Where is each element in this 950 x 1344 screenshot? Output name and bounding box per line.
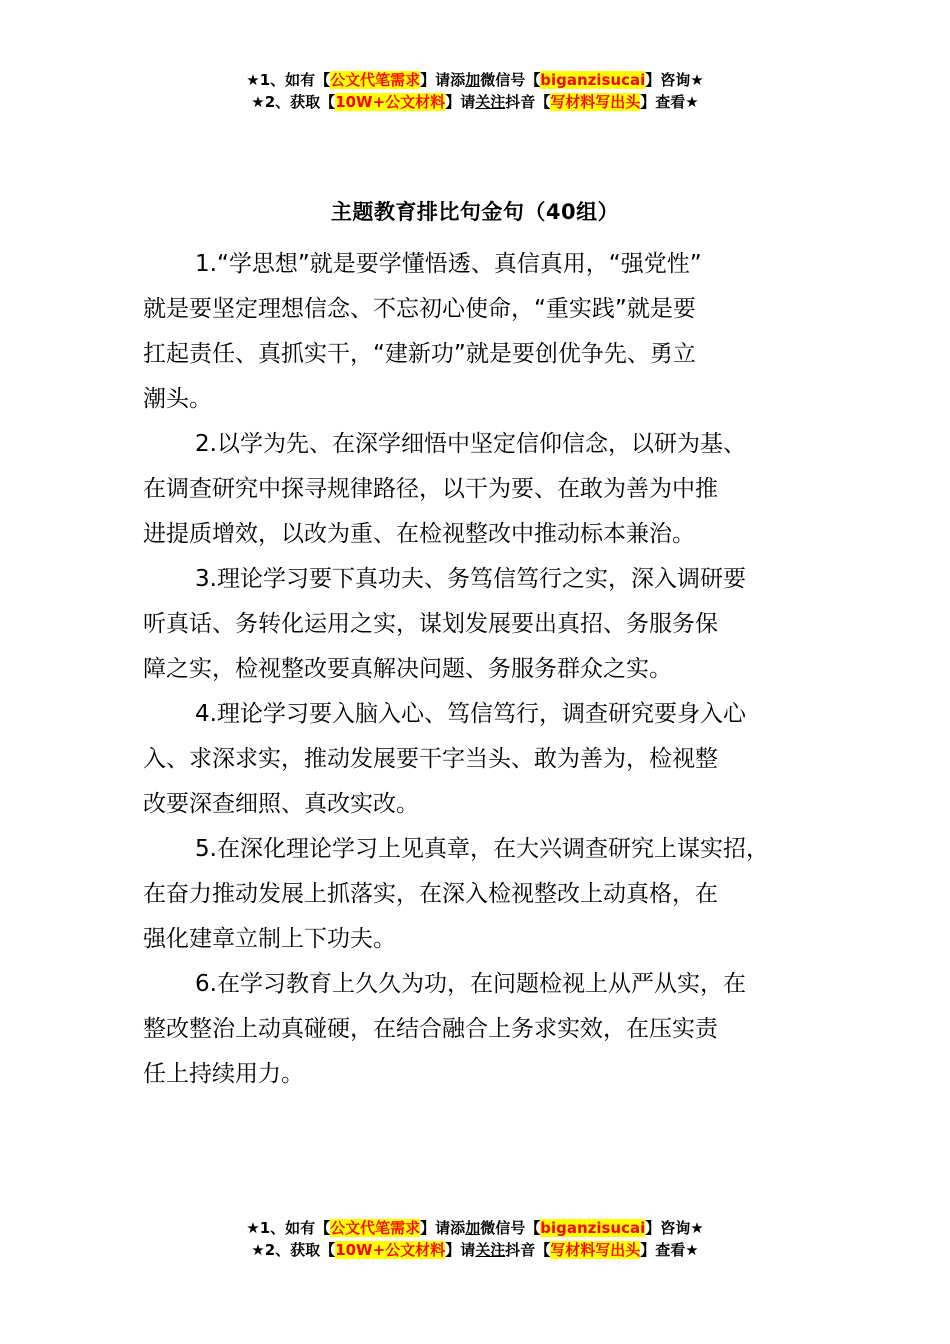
banner-text: 】查看★	[640, 1241, 699, 1259]
banner-line-1	[0, 69, 950, 91]
banner-highlight: 10W+公文材料	[335, 93, 446, 111]
banner-line-1	[0, 1217, 950, 1239]
banner-underlined-text: 关注	[475, 93, 506, 111]
banner-highlight: 10W+公文材料	[335, 1241, 446, 1259]
banner-underlined-text: 加	[465, 71, 481, 89]
banner-text: ★2、获取【	[251, 93, 336, 111]
banner-text: 】咨询★	[645, 1219, 704, 1237]
banner-underlined-text: 加	[465, 1219, 481, 1237]
banner-line-2	[0, 91, 950, 113]
banner-text: ★1、如有【	[246, 1219, 331, 1237]
banner-highlight: 写材料写出头	[550, 93, 641, 111]
paragraph-4: 4.理论学习要入脑入心、笃信笃行，调查研究要身入心 入、求深求实，推动发展要干字当头、敢为善为，检视整 改要深查细照、真改实改。	[143, 701, 746, 817]
banner-line-2	[0, 1239, 950, 1261]
banner-text: 微信号【	[480, 71, 541, 89]
banner-text: 】请	[445, 93, 476, 111]
banner-highlight: 写材料写出头	[550, 1241, 641, 1259]
banner-highlight: biganzisucai	[540, 1219, 646, 1237]
document-body	[143, 242, 833, 1097]
paragraph-6: 6.在学习教育上久久为功，在问题检视上从严从实，在 整改整治上动真碰硬，在结合融合上务求实效，在压实责 任上持续用力。	[143, 971, 746, 1087]
banner-highlight: biganzisucai	[540, 71, 646, 89]
paragraph-1: 1.“学思想”就是要学懂悟透、真信真用，“强党性” 就是要坚定理想信念、不忘初心使命，“重实践”就是要 扛起责任、真抓实干，“建新功”就是要创优争先、勇立 潮头。	[143, 251, 702, 412]
banner-text: 】请	[445, 1241, 476, 1259]
banner-highlight: 公文代笔需求	[330, 71, 421, 89]
paragraph-3: 3.理论学习要下真功夫、务笃信笃行之实，深入调研要 听真话、务转化运用之实，谋划发展要出真招、务服务保 障之实，检视整改要真解决问题、务服务群众之实。	[143, 566, 746, 682]
banner-text: 】请添	[420, 71, 466, 89]
paragraph-2: 2.以学为先、在深学细悟中坚定信仰信念，以研为基、 在调查研究中探寻规律路径，以干为要、在敢为善为中推 进提质增效，以改为重、在检视整改中推动标本兼治。	[143, 431, 746, 547]
top-banner	[0, 69, 950, 113]
banner-highlight: 公文代笔需求	[330, 1219, 421, 1237]
bottom-banner	[0, 1217, 950, 1261]
document-title: 主题教育排比句金句（40组）	[330, 200, 620, 224]
banner-text: ★1、如有【	[246, 71, 331, 89]
banner-text: 微信号【	[480, 1219, 541, 1237]
banner-text: 】请添	[420, 1219, 466, 1237]
paragraph-5: 5.在深化理论学习上见真章，在大兴调查研究上谋实招， 在奋力推动发展上抓落实，在深入检视整改上动真格，在 强化建章立制上下功夫。	[143, 836, 769, 952]
banner-text: ★2、获取【	[251, 1241, 336, 1259]
banner-text: 】查看★	[640, 93, 699, 111]
banner-text: 抖音【	[505, 93, 551, 111]
banner-text: 】咨询★	[645, 71, 704, 89]
banner-text: 抖音【	[505, 1241, 551, 1259]
banner-underlined-text: 关注	[475, 1241, 506, 1259]
